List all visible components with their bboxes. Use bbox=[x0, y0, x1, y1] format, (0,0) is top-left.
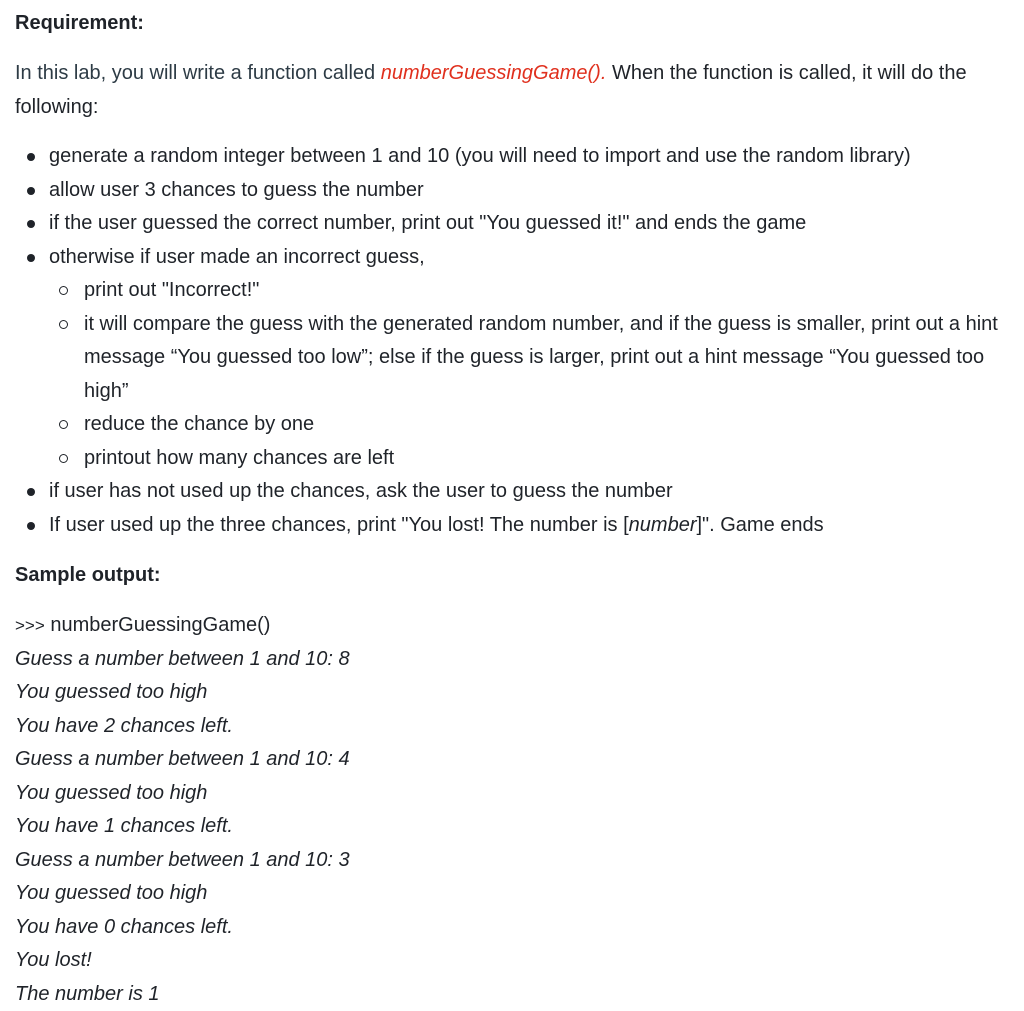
list-item-text: generate a random integer between 1 and 10 (you will need to import and use the random library) bbox=[49, 145, 911, 167]
sample-line: Guess a number between 1 and 10: 8 bbox=[15, 647, 350, 670]
sub-list-item bbox=[15, 442, 1010, 476]
number-placeholder: number bbox=[628, 513, 697, 536]
bullet-icon bbox=[27, 254, 35, 262]
sample-line: You have 1 chances left. bbox=[15, 815, 233, 837]
bullet-icon bbox=[27, 488, 35, 496]
sample-output-heading: Sample output: bbox=[15, 564, 161, 586]
bullet-icon bbox=[27, 187, 35, 195]
hollow-bullet-icon bbox=[59, 286, 68, 295]
list-item bbox=[15, 207, 1010, 241]
sub-list-item-text: it will compare the guess with the generated random number, and if the guess is smaller, print out a hint message “You guessed too low”; else if the guess is larger, print out a hint message “You guessed too high” bbox=[84, 312, 998, 402]
sample-call-text: numberGuessingGame() bbox=[44, 614, 271, 636]
list-item bbox=[15, 509, 1010, 543]
requirement-list bbox=[15, 140, 1010, 542]
sample-line: You have 2 chances left. bbox=[15, 714, 233, 737]
sample-line: You guessed too high bbox=[15, 681, 208, 703]
sample-line: The number is 1 bbox=[15, 982, 160, 1005]
list-item bbox=[15, 475, 1010, 509]
sample-line: You guessed too high bbox=[15, 781, 208, 804]
list-item-text: if user has not used up the chances, ask the user to guess the number bbox=[49, 480, 673, 502]
intro-prefix: In this lab, you will write a function called bbox=[15, 62, 381, 84]
sample-call-line bbox=[15, 609, 1010, 643]
intro-suffix: When the function is called, it will do the following: bbox=[15, 62, 967, 118]
sample-line: You have 0 chances left. bbox=[15, 915, 233, 938]
sub-list bbox=[49, 274, 1010, 475]
bullet-icon bbox=[27, 220, 35, 228]
sub-list-item bbox=[15, 274, 1010, 308]
sample-line: You guessed too high bbox=[15, 882, 208, 904]
sub-list-item-text: reduce the chance by one bbox=[84, 413, 315, 435]
sub-list-item bbox=[15, 408, 1010, 442]
intro-paragraph bbox=[15, 57, 1010, 124]
requirement-heading: Requirement: bbox=[15, 12, 144, 34]
list-item-text: allow user 3 chances to guess the number bbox=[49, 178, 424, 201]
hollow-bullet-icon bbox=[59, 454, 68, 463]
hollow-bullet-icon bbox=[59, 420, 68, 429]
list-item-text: If user used up the three chances, print "You lost! The number is [ bbox=[49, 513, 629, 536]
sample-line: You lost! bbox=[15, 949, 92, 971]
list-item-text-end: ]". Game ends bbox=[696, 513, 824, 536]
sample-output-block bbox=[15, 609, 1010, 1011]
list-item bbox=[15, 174, 1010, 208]
sub-list-item-text: printout how many chances are left bbox=[84, 446, 395, 469]
sample-line: Guess a number between 1 and 10: 3 bbox=[15, 848, 350, 871]
document-page bbox=[15, 8, 1010, 1011]
list-item-text: if the user guessed the correct number, print out "You guessed it!" and ends the game bbox=[49, 212, 807, 234]
list-item bbox=[15, 241, 1010, 476]
prompt-symbol: >>> bbox=[15, 616, 45, 635]
sub-list-item bbox=[15, 308, 1010, 409]
function-name: numberGuessingGame(). bbox=[380, 62, 607, 84]
bullet-icon bbox=[27, 153, 35, 161]
bullet-icon bbox=[27, 522, 35, 530]
list-item-text: otherwise if user made an incorrect guess, bbox=[49, 245, 425, 268]
list-item bbox=[15, 140, 1010, 174]
sample-line: Guess a number between 1 and 10: 4 bbox=[15, 748, 350, 770]
sub-list-item-text: print out "Incorrect!" bbox=[84, 279, 260, 301]
hollow-bullet-icon bbox=[59, 320, 68, 329]
